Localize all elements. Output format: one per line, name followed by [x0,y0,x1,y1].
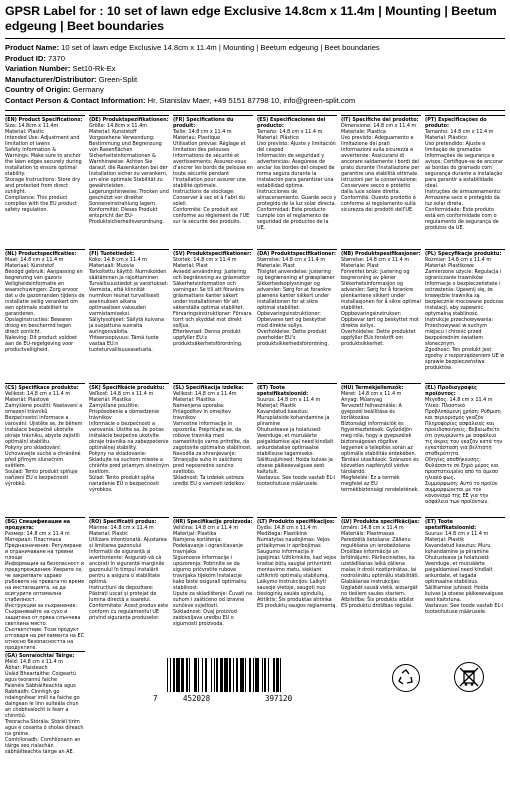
language-spec-body: Velikost: 14.8 cm x 11.4 m Materiál: Plastové Zamýšlené použití: Nastavení a omezení trávníků Bezpečnostní informace a varování: Ujistěte se, že během instalace bezpečně ukotvíte okraje trávníku, abyste zajistili optimální stabilitu. Pokyny pro skladování: Uchovávejte suché a chráněné před přímým slunečním světlem. Soulad: Tento produkt splňuje nařízení EU o bezpečnosti výrobků. [5,391,83,487]
manufacturer: Green-Split [98,74,138,84]
language-spec-body: Μέγεθος: 14.8 cm x 11.4 m Υλικό: Πλαστικό Προβλεπόμενη χρήση: Ρύθμιση και περιορισμός γκαζόν Πληροφορίες ασφάλειας και προειδοποιήσεις: Βεβαιωθείτε ότι αγκυρώνετε με ασφάλεια τις άκρες του γκαζόν κατά την εγκατάσταση για βέλτιστη σταθερότητα. Οδηγίες αποθήκευσης: Φυλάσσετε σε ξηρό μέρος και προστατευμένο από το άμεσο ηλιακό φως. Συμμόρφωση: Αυτό το προϊόν συμμορφώνεται με τον κανονισμό της ΕΕ για την ασφάλεια των προϊόντων. [425,397,503,505]
barcode-bar [281,658,282,692]
origin-label: Country of Origin: [5,85,71,94]
language-spec-heading: (LT) Produkto specifikacijos: [257,519,335,525]
language-spec-body: Størrelse: 14.8 cm x 11.4 m Materiale: Plast Tilsigtet anvendelse: Justering og begrænsning af græsplæner Sikkerhedsoplysninger og advarsler: Sørg for at forankre plænens kanter sikkert under installationen for at sikre optimal stabilitet. Opbevaringsinstruktioner: Opbevares tørt og beskyttet mod direkte sollys. Overholdelse: Dette produkt overholder EU's produktsikkerhedsforordning. [257,257,335,347]
language-spec-body: Méid: 14.8 cm x 11.4 m Ábhar: Plaisteach Úsáid Bheartaithe: Coigeartú agus teorannú faiche Faisnéis Sábháilteachta agus Rabhaidh: Cinntigh go ndaingnítear imill na faiche go daingean le linn suiteála chun an chobhsaíocht is fearr a chinntiú. Treoracha Stórála: Stóráil tirim agus é cosanta ó sholas díreach na gréine. Comhlíonadh: Comhlíonann an táirge seo rialachán sábháilteachta táirge an AE. [5,659,84,755]
variation-label: Variation Number: [5,64,71,73]
language-spec-body: Veľkosť: 14.8 cm x 11.4 m Materiál: Plastika Zamýšľané použitie: Prispôsobenie a obmedzenie trávnikov Informácie o bezpečnosti a varovania: Uistite sa, že počas inštalácie bezpečne ukotvíte okraje trávnika na zabezpečenie optimálnej stability. Pokyny na skladovanie: Skladujte na suchom mieste a chráňte pred priamym slnečným svetlom. Súlad: Tento produkt spĺňa nariadenie EÚ o bezpečnosti výrobkov. [89,391,169,493]
crossed-out-bin-icon [454,662,484,692]
language-spec-cell [341,249,421,383]
barcode-digits-3: 397120 [265,694,293,703]
variation-number: Set10-Rk-Ex [72,64,116,73]
footer [5,655,505,717]
language-spec-body: Suurus: 14.8 cm x 11.4 m Materjal: Plastik Kavandatud kasutus: Muru kohandamine ja piiramine Ohutusteave ja hoiatused: Veenduge, et muruäärte paigaldamisel need kindlalt ankurdate, et tagada optimaalne stabiilsus. Säilitamise juhised: Hoida kuivas ja otsese päikesevalguse eest kaitstuna. Vastavus: See toode vastab EL-i tooteohutuse määrusele. [425,531,504,615]
language-spec-heading: (HU) Termékjellemzők: [341,385,404,391]
language-spec-body: Størrelse: 14.8 cm x 11.4 m Materiale: Plast Forventet bruk: Justering og begrensning av plener Sikkerhetsinformasjon og advarsler: Sørg for å forankre plenkantene sikkert under installasjonen for å sikre optimal stabilitet. Oppbevaringsinstrukser: Oppbevar tørt og beskyttet mot direkte sollys. Overholdelse: Dette produktet oppfyller EUs forskrift om produktsikkerhet. [341,257,421,347]
language-spec-cell [341,383,421,517]
language-spec-body: Maat: 14.8 cm x 11.4 m Materiaal: Kunststof Beoogd gebruik: Aanpassing en begrenzing van gazons Veiligheidsinformatie en waarschuwingen: Zorg ervoor dat u de gazonranden tijdens de installatie veilig verankert om een optimale stabiliteit te garanderen. Opslaginstructies: Bewaren droog en beschermd tegen direct zonlicht. Naleving: Dit product voldoet aan de EU-regelgeving voor productveiligheid. [5,257,85,353]
language-spec-body: Veličina: 14.8 cm x 11.4 m Materijal: Plastika Namjena korištenja: Podešavanje i ograničavanje travnjaka Sigurnosne informacije i upozorenja: Pobrinite se da sigurno pričvrstite rubove travnjaka tijekom instalacije kako biste osigurali optimalnu stabilnost. Upute za skladištenje: Čuvati na suhom i zaštićeno od izravne sunčeve svjetlosti. Sukladnost: Ovaj proizvod zadovoljava uredbu EU o sigurnosti proizvoda. [173,525,253,627]
language-spec-cell [425,249,505,383]
language-spec-body: Dydis: 14.8 cm x 11.4 m Medžiaga: Plastikinė Numatytas naudojimas: Vejos pritaikymas ir apribojimas Saugumo informacija ir įspėjimai: Užtikrinkite, kad vejos kraštai būtų saugiai pritvirtinti montavimo metu, siekiant užtikrinti optimalų stabilumą. Laikymo instrukcijos: Laikyti sausoje vietoje, saugoti nuo tiesioginių saulės spindulių. Atitiktis: Šis produktas atitinka ES produktų saugos reglamentą. [257,525,337,609]
language-spec-cell [5,383,85,517]
barcode-digit-1: 7 [153,694,158,703]
language-spec-cell [341,115,421,249]
language-spec-body: Suurus: 14.8 cm x 11.4 m Materjal: Plastik Kavandatud kasutus: Muruplatside kohandamine ja piiramine Ohutusteave ja hoiatused: Veenduge, et muruäärte paigaldamise ajal need kindlalt ankurdatakse optimaalse stabiilsuse tagamiseks. Säilitusjuhised: Hoida kuivas ja otsese päikesevalguse eest kaitstult. Vastavus: See toode vastab EL-i tooteohutuse määrusele. [257,397,336,487]
language-spec-body: Storlek: 14.8 cm x 11.4 m Material: Plast Avsedd användning: Justering och begränsning av gräsmattor Säkerhetsinformation och varningar: Se till att förankra gräsmattans kanter säkert under installationen för att säkerställa optimal stabilitet. Förvaringsinstruktioner: Förvara torrt och skyddat mot direkt solljus. Efterlevnad: Denna produkt uppfyller EU:s produktsäkerhetsförordning. [173,257,252,347]
language-spec-cell [89,249,169,383]
language-spec-heading: (ES) Especificaciones del producto: [257,117,326,129]
product-name-row [5,43,505,54]
language-spec-cell [173,249,253,383]
language-spec-body: Dimensione: 14.8 cm x 11.4 m Materiale: Plastica Uso previsto: Adeguamento e limitazione dei prati Informazioni sulla sicurezza e avvertenze: Assicurarsi di ancorare saldamente i bordi del prato durante l'installazione per garantire una stabilità ottimale. Istruzioni per la conservazione: Conservare secco e protetto dalla luce solare diretta. Conformità: Questo prodotto è conforme al regolamento sulla sicurezza dei prodotti dell'UE. [341,123,420,213]
language-spec-heading: (HR) Specifikacije proizvoda: [173,519,253,525]
language-spec-cell [5,115,85,249]
language-spec-body: Mărime: 14.8 cm x 11.4 m Material: Plastic Utilizare intenționată: Ajustarea și limitarea gazonului Informații de siguranță și avertismente: Asigurați-vă că ancorați în siguranță marginile gazonului în timpul instalării pentru a asigura o stabilitate optimă. Instrucțiuni de depozitare: Păstrați uscat și protejat de lumina directă a soarelui. Conformitate: Acest produs este conform cu regulamentul UE privind siguranța produselor. [89,525,169,621]
contact-row [5,96,505,107]
language-spec-heading: (SK) Špecifikácie produktu: [89,385,165,391]
divider [5,38,505,39]
language-spec-heading: (ET) Toote spetsifikatsioonid: [425,519,477,531]
language-spec-heading: (EN) Product Specifications: [5,117,83,123]
language-spec-heading: (FI) Tuotetiedot: [89,251,135,257]
language-spec-body: Izmērs: 14.8 cm x 11.4 m Materiāls: Plastmasas Paredzētā lietošana: Zālienu regulēšana un ierobežošana Drošības informācija un brīdinājumi: Pārliecinieties, ka uzstādīšanas laikā zāliena malas ir droši nostiprinātas, lai nodrošinātu optimālu stabilitāti. Glabāšanas instrukcijas: Uzglabāt sausā vietā, aizsargāt no tiešiem saules stariem. Atbilstība: Šis produkts atbilst ES produktu drošības regulai. [341,525,420,609]
contact-label: Contact Person & Contact Information: [5,95,146,105]
manufacturer-label: Manufacturer/Distributor: [5,74,97,84]
language-spec-cell [89,115,169,249]
language-spec-cell [425,115,505,249]
recycle-icon [392,664,420,692]
language-spec-cell [5,517,85,651]
language-spec-heading: (IT) Specifiche del prodotto: [341,117,419,123]
language-spec-heading: (NL) Productspecificaties: [5,251,77,257]
language-spec-heading: (DE) Produktspezifikationen: [89,117,169,123]
language-spec-cell [173,383,253,517]
product-info [5,43,505,106]
manufacturer-row [5,75,505,86]
language-spec-body: Velikost: 14.8 cm x 11.4m Material: Plastika Namenjena uporaba: Prilagoditev in omejitev travnikov Varnostne informacije in opozorila: Prepričajte se, da robove travnika med namestitvijo varno pritrdite, da zagotovite optimalno stabilnost. Navodila za shranjevanje: Shranjujte suho in zaščiteno pred neposredno sončno svetlobo. Skladnost: Ta izdelek ustreza uredbi EU o varnosti izdelkov. [173,391,252,487]
language-spec-body: Tamaño: 14.8 cm x 11.4 m Material: Plástico Uso previsto: Ajuste y limitación del césped Información de seguridad y advertencias: Asegúrese de anclar los bordes del césped de forma segura durante la instalación para garantizar una estabilidad óptima. Instrucciones de almacenamiento: Guarde seco y protegido de la luz solar directa. Conformidad: Este producto cumple con el reglamento de seguridad de productos de la UE. [257,129,337,231]
language-spec-body: Размер: 14.8 cm x 11.4 m Материал: Пластмаса Предназначение: Регулиране и ограничаване на тревни площи Информация за безопасност и предупреждения: Уверете се, че закрепвате здраво ръбовете на тревата по време на инсталацията, за да осигурите оптимална стабилност. Инструкции за съхранение: Съхранявайте на сухо и защитено от пряка слънчева светлина място. Съответствие: Този продукт отговаря на регламента на ЕС относно безопасността на продуктите. [5,531,85,651]
variation-row [5,64,505,75]
language-spec-body: Rozmiar: 14.8 cm x 11.4 m Materiał: Plastikowe Zamierzone użycie: Regulacja i ograniczanie trawników Informacje o bezpieczeństwie i ostrzeżenia: Upewnij się, że krawędzie trawnika są bezpiecznie mocowane podczas instalacji, aby zapewnić optymalną stabilność. Instrukcje przechowywania: Przechowywać w suchym miejscu i chronić przed bezpośrednim światłem słonecznym. Zgodność: Ten produkt jest zgodny z rozporządzeniem UE w sprawie bezpieczeństwa produktów. [425,257,505,371]
language-spec-cell [257,249,337,383]
country-of-origin: Germany [72,85,104,94]
language-spec-cell [341,517,421,651]
barcode-bars [167,658,329,692]
product-name-label: Product Name: [5,43,60,52]
language-spec-heading: (DA) Produktspecifikationer: [257,251,336,257]
language-spec-heading: (SL) Specifikacija izdelka: [173,385,244,391]
language-spec-cell [257,517,337,651]
language-spec-cell [173,517,253,651]
label-title: GPSR Label for : 10 set of lawn edge Exclusive 14.8cm x 11.4m | Mounting | Beetum edgeung | Beet boundaries [5,4,497,33]
product-name: 10 set of lawn edge Exclusive 14.8cm x 11.4m | Mounting | Beetum edgeung | Beet boundaries [61,43,380,52]
product-id-label: Product ID: [5,53,46,63]
language-spec-heading: (EL) Προδιαγραφές προϊόντος: [425,385,477,397]
language-spec-heading: (CS) Specifikace produktu: [5,385,79,391]
language-spec-body: Größe: 14.8cm x 11.4m Material: Kunststoff Vorgesehene Verwendung: Bestimmung und Begrenzung von Rasenflächen Sicherheitsinformationen & Warnhinweise: Achten Sie darauf, die Rasenkanten bei der Installation sicher zu verankern, um eine optimale Stabilität zu gewährleisten. Lagerungshinweise: Trocken und geschützt vor direkter Sonneneinstrahlung lagern. Konformität: Dieses Produkt entspricht der EU-Produktsicherheitsverordnung. [89,123,169,225]
language-spec-heading: (GA) Sonraíochtaí Táirge: [5,653,75,659]
language-spec-cell [89,383,169,517]
language-spec-cell [257,115,337,249]
product-id-row [5,54,505,65]
ean-barcode [153,658,331,702]
language-spec-heading: (FR) Spécifications du produit: [173,117,234,129]
barcode-digits-2: 452028 [183,694,211,703]
language-spec-cell [5,249,85,383]
language-spec-heading: (BG) Спецификации на продукта: [5,519,71,531]
language-spec-heading: (LV) Produkta specifikācijas: [341,519,420,525]
language-spec-heading: (NB) Produktspesifikasjoner: [341,251,421,257]
language-spec-body: Taille: 14.8 cm x 11.4 m Matériau: Plastique Utilisation prévue: Réglage et limitation des pelouses Informations de sécurité et avertissements: Assurez-vous d'ancrer les bords de pelouse en toute sécurité pendant l'installation pour assurer une stabilité optimale. Instructions de stockage: Conserver à sec et à l'abri du soleil. Conformité: Ce produit est conforme au règlement de l'UE sur la sécurité des produits. [173,129,253,225]
language-spec-body: Méret: 14.8 cm x 11.4 m Anyag: Műanyag Tervezett felhasználás: A gyepszél beállítása és korlátozása Biztonsági információk és figyelmeztetések: Győződjön meg róla, hogy a gyepszélek biztonságosan rögzítve legyenek a telepítés során az optimális stabilitás érdekében. Tárolási utasítások: Szárazon és közvetlen napfénytől védve tárolandó. Megfelelés: Ez a termék megfelel az EU termékbiztonsági rendeletének. [341,391,419,493]
language-spec-cell [89,517,169,651]
language-spec-heading: (RO) Specificații produs: [89,519,157,525]
origin-row [5,85,505,96]
language-spec-heading: (PT) Especificações do produto: [425,117,487,129]
divider [5,110,505,111]
language-spec-body: Koko: 14.8 cm x 11.4 m Materiaali: Muovia Tarkoitettu käyttö: Nurmikoiden säätäminen ja rajoittaminen Turvallisuustiedot ja varoitukset: Varmista, että kiinnität nurmikon reunat turvallisesti asennuksen aikana optimaalisen vakauden varmistamiseksi. Säilytysohjeet: Säilytä kuivana ja suojattuna suoralta auringonvalolta. Yhteensopivuus: Tämä tuote vastaa EU:n tuoteturvallisuusasetusta. [89,257,169,353]
contact-info: Hr. Stanislav Maer, +49 5151 87798 10, info@green-split.com [147,95,356,105]
language-spec-cell [425,517,505,651]
language-spec-body: Tamanho: 14.8 cm x 11.4 m Material: Plástico Uso pretendido: Ajuste e limitação de gramados Informações de segurança e avisos: Certifique-se de ancorar as bordas do gramado com segurança durante a instalação para garantir a estabilidade ideal. Instruções de armazenamento: Armazene seco e protegido da luz solar direta. Conformidade: Este produto está em conformidade com o regulamento de segurança de produtos da UE. [425,129,503,231]
language-spec-cell [425,383,505,517]
product-id: 7370 [48,53,65,63]
language-spec-cell [173,115,253,249]
language-spec-heading: (ET) Toote spetsifikatsioonid: [257,385,309,397]
language-spec-heading: (SV) Produktspecifikationer: [173,251,252,257]
language-spec-heading: (PL) Specyfikacje produktu: [425,251,502,257]
language-spec-cell [257,383,337,517]
language-spec-body: Size: 14.8cm x 11.4m Material: Plastic Intended Use: Adjustment and limitation of lawns Safety Information & Warnings: Make sure to anchor the lawn edges securely during installation to ensure optimal stability. Storage Instructions: Store dry and protected from direct sunlight. Compliance: This product complies with the EU product safety regulation. [5,123,82,213]
